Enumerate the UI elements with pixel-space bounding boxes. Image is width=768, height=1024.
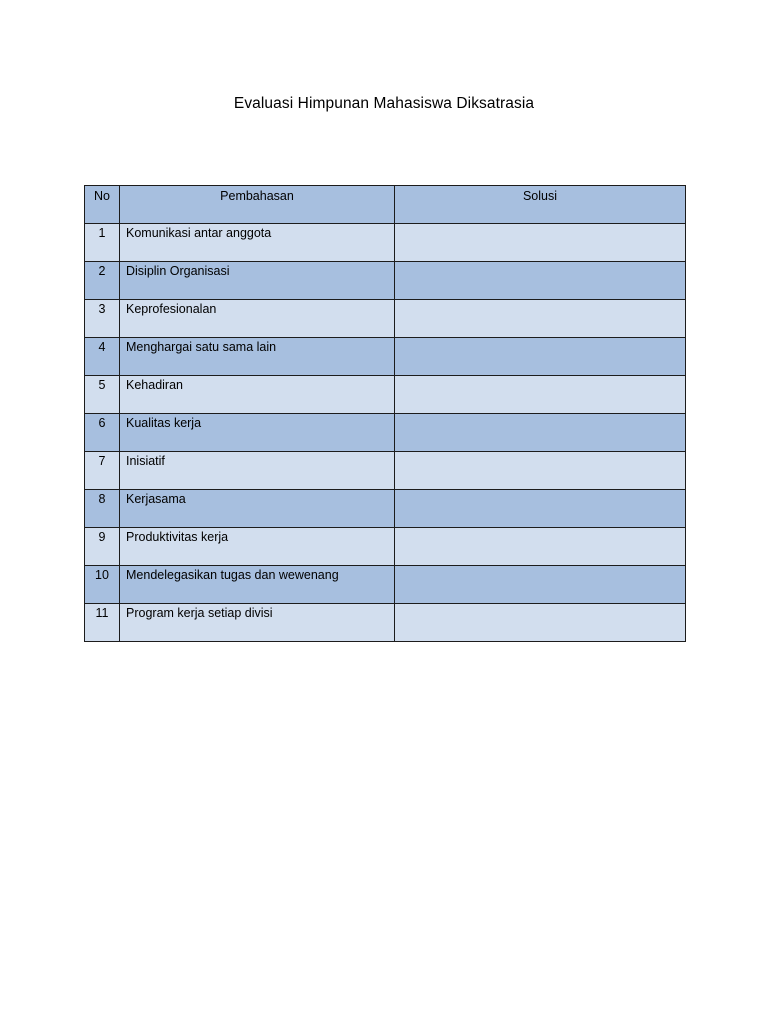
- row-solution-cell[interactable]: [395, 566, 686, 604]
- table-row: [85, 300, 686, 338]
- row-number: 4: [85, 338, 120, 376]
- header-no: No: [85, 186, 120, 224]
- header-solution: Solusi: [395, 186, 686, 224]
- row-number: 10: [85, 566, 120, 604]
- row-solution-cell[interactable]: [395, 376, 686, 414]
- table-row: [85, 262, 686, 300]
- row-topic: Kualitas kerja: [120, 414, 395, 452]
- row-number: 6: [85, 414, 120, 452]
- row-number: 2: [85, 262, 120, 300]
- row-topic: Program kerja setiap divisi: [120, 604, 395, 642]
- row-topic: Keprofesionalan: [120, 300, 395, 338]
- table-row: [85, 452, 686, 490]
- row-solution-cell[interactable]: [395, 528, 686, 566]
- row-topic: Inisiatif: [120, 452, 395, 490]
- table-row: [85, 604, 686, 642]
- row-solution-cell[interactable]: [395, 338, 686, 376]
- row-number: 8: [85, 490, 120, 528]
- table-row: [85, 224, 686, 262]
- table-header-row: [85, 186, 686, 224]
- header-topic: Pembahasan: [120, 186, 395, 224]
- row-number: 9: [85, 528, 120, 566]
- table-row: [85, 414, 686, 452]
- table-row: [85, 490, 686, 528]
- row-solution-cell[interactable]: [395, 262, 686, 300]
- table-row: [85, 528, 686, 566]
- row-number: 5: [85, 376, 120, 414]
- row-topic: Menghargai satu sama lain: [120, 338, 395, 376]
- page-title: Evaluasi Himpunan Mahasiswa Diksatrasia: [233, 95, 535, 112]
- row-topic: Mendelegasikan tugas dan wewenang: [120, 566, 395, 604]
- row-number: 11: [85, 604, 120, 642]
- row-solution-cell[interactable]: [395, 604, 686, 642]
- row-number: 1: [85, 224, 120, 262]
- table-row: [85, 566, 686, 604]
- row-solution-cell[interactable]: [395, 452, 686, 490]
- row-topic: Disiplin Organisasi: [120, 262, 395, 300]
- table-row: [85, 376, 686, 414]
- row-topic: Produktivitas kerja: [120, 528, 395, 566]
- evaluation-table: [84, 185, 686, 642]
- row-topic: Kehadiran: [120, 376, 395, 414]
- table-row: [85, 338, 686, 376]
- row-topic: Kerjasama: [120, 490, 395, 528]
- row-number: 7: [85, 452, 120, 490]
- row-solution-cell[interactable]: [395, 224, 686, 262]
- row-topic: Komunikasi antar anggota: [120, 224, 395, 262]
- row-number: 3: [85, 300, 120, 338]
- row-solution-cell[interactable]: [395, 490, 686, 528]
- row-solution-cell[interactable]: [395, 300, 686, 338]
- row-solution-cell[interactable]: [395, 414, 686, 452]
